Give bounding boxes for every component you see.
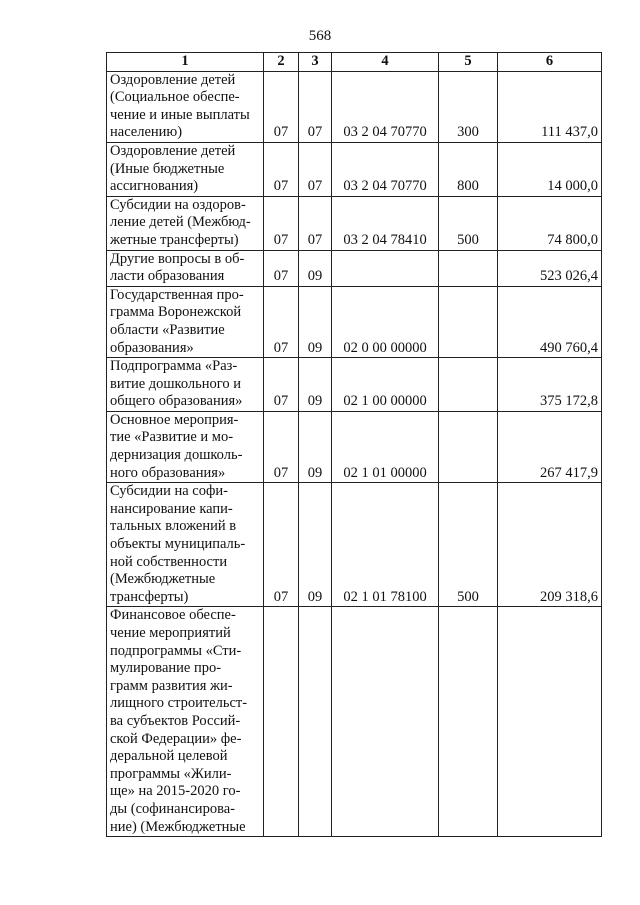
- header-col-2: 2: [264, 53, 299, 72]
- row-name-line: лищного строительст-: [110, 695, 248, 712]
- budget-table: [106, 52, 602, 837]
- row-name-line: Государственная про-: [110, 286, 244, 303]
- row-name-line: подпрограммы «Сти-: [110, 642, 242, 659]
- row-name-line: ной собственности: [110, 553, 228, 570]
- amount-cell: [498, 607, 602, 837]
- row-name-line: области «Развитие: [110, 321, 225, 338]
- expense-type-cell: [439, 411, 498, 482]
- row-name-line: (Иные бюджетные: [110, 160, 225, 177]
- row-name-line: Субсидии на оздоров-: [110, 196, 246, 213]
- row-name-line: дернизация дошколь-: [110, 447, 243, 464]
- subsection-code-cell: 07: [299, 196, 332, 250]
- section-code-cell: 07: [264, 358, 299, 412]
- row-name-line: Подпрограмма «Раз-: [110, 358, 238, 375]
- row-name-line: ской Федерации» фе-: [110, 730, 242, 747]
- amount-cell: 375 172,8: [498, 358, 602, 412]
- row-name-cell: [107, 607, 264, 837]
- row-name-cell: [107, 250, 264, 286]
- subsection-code-cell: 07: [299, 71, 332, 142]
- subsection-code-cell: 09: [299, 358, 332, 412]
- row-name-line: ление детей (Межбюд-: [110, 214, 251, 231]
- target-article-cell: 03 2 04 78410: [332, 196, 439, 250]
- expense-type-cell: [439, 286, 498, 357]
- table-row: [107, 142, 602, 196]
- target-article-cell: 03 2 04 70770: [332, 71, 439, 142]
- row-name-line: чение мероприятий: [110, 625, 231, 641]
- row-name-cell: [107, 411, 264, 482]
- section-code-cell: 07: [264, 196, 299, 250]
- row-name-line: населению): [110, 124, 183, 141]
- row-name-line: образования»: [110, 339, 194, 356]
- target-article-cell: [332, 607, 439, 837]
- row-name-line: (Межбюджетные: [110, 571, 216, 588]
- row-name-line: тальных вложений в: [110, 518, 237, 535]
- row-name-line: чение и иные выплаты: [110, 106, 250, 123]
- row-name-cell: [107, 71, 264, 142]
- table-row: [107, 607, 602, 837]
- header-row: [107, 53, 602, 72]
- row-name-line: нансирование капи-: [110, 500, 233, 517]
- expense-type-cell: [439, 250, 498, 286]
- header-col-4: 4: [332, 53, 439, 72]
- table-row: [107, 483, 602, 607]
- row-name-line: грамм развития жи-: [110, 677, 233, 694]
- amount-cell: 209 318,6: [498, 483, 602, 607]
- row-name-line: Субсидии на софи-: [110, 483, 228, 500]
- header-col-5: 5: [439, 53, 498, 72]
- section-code-cell: 07: [264, 71, 299, 142]
- expense-type-cell: 500: [439, 196, 498, 250]
- row-name-line: программы «Жили-: [110, 765, 232, 782]
- row-name-line: ды (софинансирова-: [110, 800, 235, 817]
- expense-type-cell: 500: [439, 483, 498, 607]
- amount-cell: 111 437,0: [498, 71, 602, 142]
- section-code-cell: [264, 607, 299, 837]
- target-article-cell: 02 0 00 00000: [332, 286, 439, 357]
- row-name-line: Оздоровление детей: [110, 142, 236, 159]
- amount-cell: 74 800,0: [498, 196, 602, 250]
- row-name-cell: [107, 286, 264, 357]
- table-row: [107, 71, 602, 142]
- row-name-line: витие дошкольного и: [110, 375, 242, 392]
- expense-type-cell: 800: [439, 142, 498, 196]
- amount-cell: 490 760,4: [498, 286, 602, 357]
- row-name-cell: [107, 196, 264, 250]
- target-article-cell: 02 1 01 78100: [332, 483, 439, 607]
- row-name-line: деральной целевой: [110, 748, 228, 765]
- section-code-cell: 07: [264, 142, 299, 196]
- row-name-line: ще» на 2015-2020 го-: [110, 783, 241, 800]
- row-name-line: ного образования»: [110, 464, 226, 481]
- row-name-line: ва субъектов Россий-: [110, 712, 241, 729]
- header-col-6: 6: [498, 53, 602, 72]
- subsection-code-cell: 09: [299, 483, 332, 607]
- amount-cell: 14 000,0: [498, 142, 602, 196]
- row-name-line: объекты муниципаль-: [110, 536, 246, 553]
- target-article-cell: 02 1 01 00000: [332, 411, 439, 482]
- section-code-cell: 07: [264, 250, 299, 286]
- subsection-code-cell: 09: [299, 411, 332, 482]
- subsection-code-cell: 09: [299, 250, 332, 286]
- row-name-cell: [107, 142, 264, 196]
- expense-type-cell: [439, 358, 498, 412]
- row-name-line: Оздоровление детей: [110, 71, 236, 88]
- row-name-line: мулирование про-: [110, 660, 222, 677]
- row-name-line: Другие вопросы в об-: [110, 250, 245, 267]
- row-name-cell: [107, 483, 264, 607]
- table-row: [107, 196, 602, 250]
- row-name-line: общего образования»: [110, 393, 243, 410]
- section-code-cell: 07: [264, 286, 299, 357]
- table-row: [107, 286, 602, 357]
- row-name-line: грамма Воронежской: [110, 304, 242, 321]
- row-name-line: ассигнования): [110, 178, 199, 195]
- target-article-cell: 03 2 04 70770: [332, 142, 439, 196]
- section-code-cell: 07: [264, 411, 299, 482]
- row-name-line: тие «Развитие и мо-: [110, 429, 234, 446]
- subsection-code-cell: 09: [299, 286, 332, 357]
- row-name-line: Финансовое обеспе-: [110, 607, 236, 624]
- row-name-cell: [107, 358, 264, 412]
- row-name-line: трансферты): [110, 588, 189, 605]
- row-name-line: ласти образования: [110, 268, 225, 285]
- table-row: [107, 358, 602, 412]
- section-code-cell: 07: [264, 483, 299, 607]
- expense-type-cell: 300: [439, 71, 498, 142]
- subsection-code-cell: [299, 607, 332, 837]
- row-name-line: Основное мероприя-: [110, 411, 239, 428]
- page-number: 568: [308, 28, 332, 44]
- expense-type-cell: [439, 607, 498, 837]
- amount-cell: 267 417,9: [498, 411, 602, 482]
- subsection-code-cell: 07: [299, 142, 332, 196]
- row-name-line: ние) (Межбюджетные: [110, 818, 246, 835]
- table-row: [107, 411, 602, 482]
- target-article-cell: [332, 250, 439, 286]
- header-col-1: 1: [107, 53, 264, 72]
- header-col-3: 3: [299, 53, 332, 72]
- table-row: [107, 250, 602, 286]
- row-name-line: (Социальное обеспе-: [110, 89, 240, 106]
- target-article-cell: 02 1 00 00000: [332, 358, 439, 412]
- amount-cell: 523 026,4: [498, 250, 602, 286]
- row-name-line: жетные трансферты): [110, 231, 239, 248]
